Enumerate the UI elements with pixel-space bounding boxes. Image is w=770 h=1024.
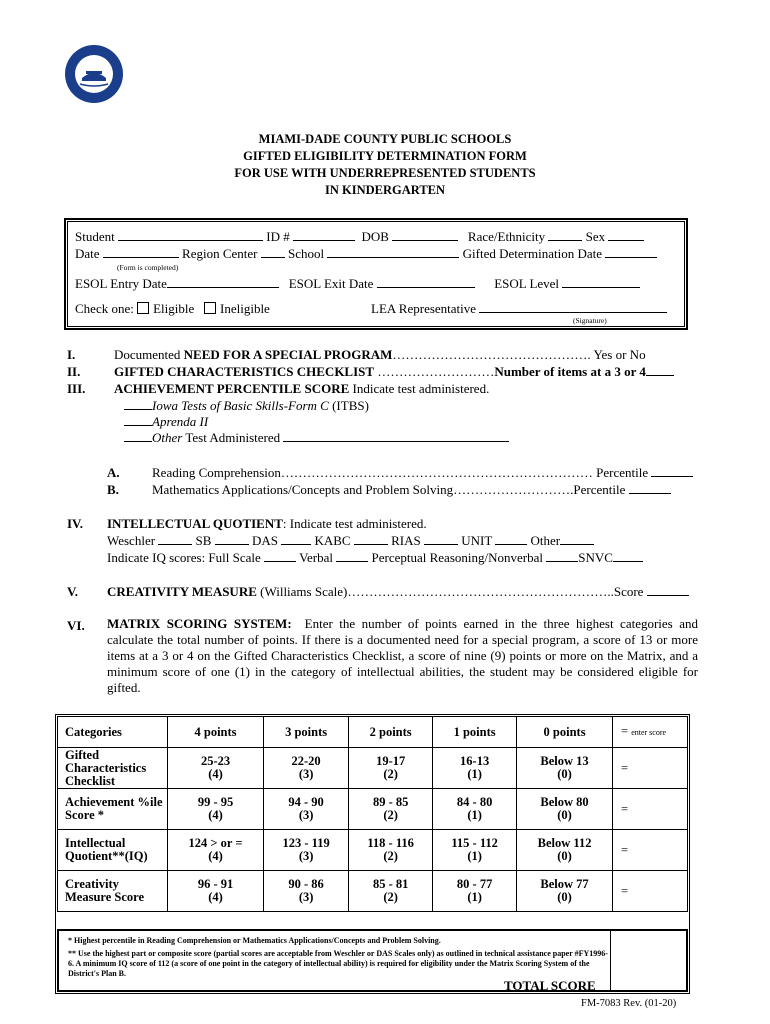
points-cell: 99 - 95 (4) [168,789,264,830]
form-number: FM-7083 Rev. (01-20) [581,998,677,1009]
info-row-2: Date Region Center School Gifted Determination Date [75,246,657,262]
signature-label: (Signature) [573,316,607,325]
total-score-label: TOTAL SCORE [504,978,596,993]
unit-field[interactable] [495,534,527,545]
points-cell: 90 - 86 (3) [264,871,349,912]
other-iq-field[interactable] [560,534,594,545]
header-categories: Categories [58,717,168,748]
points-cell: 115 - 112 (1) [433,830,517,871]
points-cell: 85 - 81 (2) [349,871,433,912]
item-b-label: B. [107,482,119,497]
points-cell: 96 - 91 (4) [168,871,264,912]
verbal-field[interactable] [336,551,368,562]
section-2-num: II. [67,364,81,379]
score-entry-cell[interactable]: = [613,748,688,789]
other-test-field[interactable] [283,431,509,442]
checklist-items-field[interactable] [646,365,674,376]
lea-signature-field[interactable] [479,302,667,313]
section-2: GIFTED CHARACTERISTICS CHECKLIST ………………………Number of items at a 3 or 4 [114,364,674,380]
header-1-points: 1 points [433,717,517,748]
dob-field[interactable] [392,230,458,241]
lea-row: LEA Representative [371,301,667,317]
header-3-points: 3 points [264,717,349,748]
info-row-3: ESOL Entry Date ESOL Exit Date ESOL Level [75,276,640,292]
ineligible-checkbox[interactable] [204,302,216,314]
other-option: Other Test Administered [124,430,509,446]
eligible-checkbox[interactable] [137,302,149,314]
item-a-label: A. [107,465,120,480]
points-cell: Below 77 (0) [517,871,613,912]
points-cell: 80 - 77 (1) [433,871,517,912]
iq-tests-row: Weschler SB DAS KABC RIAS UNIT Other [107,533,594,549]
header-4-points: 4 points [168,717,264,748]
creativity-score-field[interactable] [647,585,689,596]
other-test-check-field[interactable] [124,431,152,442]
snvc-field[interactable] [613,551,643,562]
das-field[interactable] [281,534,311,545]
table-row [58,871,688,912]
points-cell: 19-17 (2) [349,748,433,789]
points-cell: Below 112 (0) [517,830,613,871]
category-cell: Gifted Characteristics Checklist [58,748,168,789]
table-row [58,748,688,789]
info-row-1: Student ID # DOB Race/Ethnicity Sex [75,229,644,245]
total-score-entry[interactable] [610,931,687,990]
math-applications: Mathematics Applications/Concepts and Problem Solving……………………….Percentile [152,482,671,498]
date-field[interactable] [103,247,179,258]
header-enter-score: = enter score [613,717,688,748]
score-entry-cell[interactable]: = [613,789,688,830]
id-field[interactable] [293,230,355,241]
points-cell: Below 80 (0) [517,789,613,830]
kabc-field[interactable] [354,534,388,545]
esol-level-field[interactable] [562,277,640,288]
esol-entry-field[interactable] [167,277,279,288]
points-cell: Below 13 (0) [517,748,613,789]
school-board-seal [64,44,124,104]
sb-field[interactable] [215,534,249,545]
section-4: INTELLECTUAL QUOTIENT: Indicate test administered. [107,516,427,531]
matrix-scoring-table [57,716,688,912]
table-header-row [58,717,688,748]
aprenda-option: Aprenda II [124,414,208,430]
sex-field[interactable] [608,230,644,241]
table-row [58,830,688,871]
reading-comprehension: Reading Comprehension……………………………………………………………… Percentile [152,465,693,481]
table-row [58,789,688,830]
gifted-date-field[interactable] [605,247,657,258]
perceptual-field[interactable] [546,551,578,562]
section-1-num: I. [67,347,76,362]
section-5-num: V. [67,584,78,599]
esol-exit-field[interactable] [377,277,475,288]
math-percentile-field[interactable] [629,483,671,494]
footnotes [68,936,608,979]
iq-scores-row: Indicate IQ scores: Full Scale Verbal Perceptual Reasoning/Nonverbal SNVC [107,550,643,566]
points-cell: 22-20 (3) [264,748,349,789]
section-3: ACHIEVEMENT PERCENTILE SCORE Indicate test administered. [114,381,490,396]
points-cell: 118 - 116 (2) [349,830,433,871]
section-5: CREATIVITY MEASURE (Williams Scale)……………………………………………………..Score [107,584,689,600]
header-0-points: 0 points [517,717,613,748]
weschler-field[interactable] [158,534,192,545]
category-cell: Creativity Measure Score [58,871,168,912]
race-field[interactable] [548,230,582,241]
points-cell: 25-23 (4) [168,748,264,789]
section-3-num: III. [67,381,86,396]
reading-percentile-field[interactable] [651,466,693,477]
footnote-2: ** Use the highest part or composite score (partial scores are acceptable from Weschler or DAS Scales only) as outlined in technical assistance paper #FY1996-6. A minimum IQ score of 112 (a score of one point in the category of intellectual ability) is required for eligibility under the Matrix Scoring System of the District's Plan B. [68,949,608,978]
points-cell: 124 > or = (4) [168,830,264,871]
category-cell: Intellectual Quotient**(IQ) [58,830,168,871]
points-cell: 94 - 90 (3) [264,789,349,830]
student-field[interactable] [118,230,263,241]
aprenda-field[interactable] [124,415,152,426]
rias-field[interactable] [424,534,458,545]
itbs-field[interactable] [124,399,152,410]
points-cell: 84 - 80 (1) [433,789,517,830]
section-6-num: VI. [67,618,85,633]
category-cell: Achievement %ile Score * [58,789,168,830]
itbs-option: Iowa Tests of Basic Skills-Form C (ITBS) [124,398,369,414]
points-cell: 123 - 119 (3) [264,830,349,871]
section-6: MATRIX SCORING SYSTEM: Enter the number of points earned in the three highest categories and calculate the total number of points. If there is a documented need for a special program, a score of 13 or more items at a 3 or 4 on the Gifted Characteristics Checklist, a score of nine (9) points or more on the Matrix, and a minimum score of one (1) in the category of intellectual abilities, the student may be considered eligible for gifted. [107,616,698,695]
score-entry-cell[interactable]: = [613,830,688,871]
school-field[interactable] [327,247,459,258]
section-1: Documented NEED FOR A SPECIAL PROGRAM………………………………………. Yes or No [114,347,646,362]
form-completed-note: (Form is completed) [117,263,179,272]
form-title: MIAMI-DADE COUNTY PUBLIC SCHOOLS GIFTED ELIGIBILITY DETERMINATION FORM FOR USE WITH UNDERREPRESENTED STUDENTS IN KINDERGARTEN [234,132,536,197]
info-row-4: Check one: Eligible Ineligible [75,301,270,316]
footnote-1: * Highest percentile in Reading Comprehension or Mathematics Applications/Concepts and Problem Solving. [68,936,441,945]
section-4-num: IV. [67,516,84,531]
points-cell: 16-13 (1) [433,748,517,789]
header-2-points: 2 points [349,717,433,748]
full-scale-field[interactable] [264,551,296,562]
score-entry-cell[interactable]: = [613,871,688,912]
region-field[interactable] [261,247,285,258]
points-cell: 89 - 85 (2) [349,789,433,830]
